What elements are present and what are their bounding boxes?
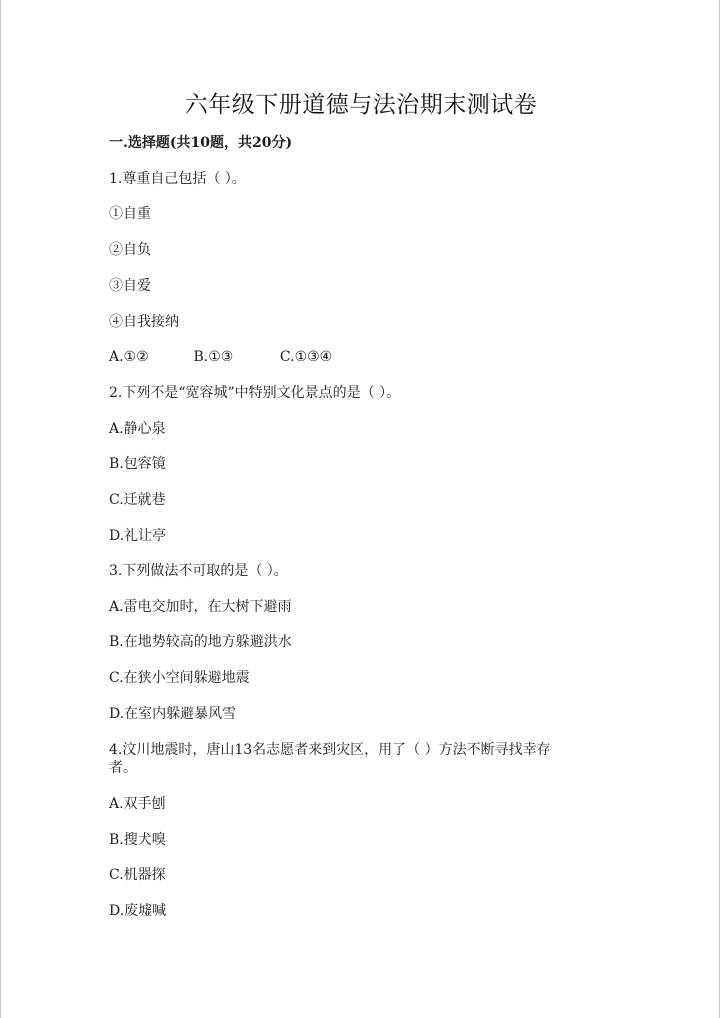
question-2-option-a: A.静心泉 bbox=[109, 421, 166, 437]
question-3-option-b: B.在地势较高的地方躲避洪水 bbox=[109, 634, 292, 650]
question-2-option-b: B.包容镜 bbox=[109, 456, 166, 472]
page-title: 六年级下册道德与法治期末测试卷 bbox=[184, 92, 538, 118]
question-4-stem-line-2: 者。 bbox=[109, 760, 137, 776]
question-4-option-d: D.废墟喊 bbox=[109, 903, 167, 919]
question-2-option-c: C.迁就巷 bbox=[109, 492, 166, 508]
question-1-stem: 1.尊重自己包括（ ）。 bbox=[109, 171, 246, 187]
section-heading: 一.选择题(共10题，共20分) bbox=[109, 135, 293, 151]
question-1-item-1: ①自重 bbox=[109, 206, 151, 222]
question-1-options bbox=[109, 348, 332, 366]
question-3-option-d: D.在室内躲避暴风雪 bbox=[109, 706, 237, 722]
question-2-option-d: D.礼让亭 bbox=[109, 528, 167, 544]
question-1-option-a: A.①② bbox=[109, 349, 149, 365]
question-1-item-4: ④自我接纳 bbox=[109, 314, 179, 330]
question-4-option-c: C.机器探 bbox=[109, 867, 166, 883]
question-4-option-b: B.搜犬嗅 bbox=[109, 832, 166, 848]
question-4-option-a: A.双手刨 bbox=[109, 796, 166, 812]
question-2-stem: 2.下列不是“宽容城”中特别文化景点的是（ ）。 bbox=[109, 385, 401, 401]
question-4-stem-line-1: 4.汶川地震时，唐山13名志愿者来到灾区，用了（ ）方法不断寻找幸存 bbox=[109, 742, 551, 758]
question-1-option-b: B.①③ bbox=[193, 349, 234, 365]
question-1-item-2: ②自负 bbox=[109, 242, 151, 258]
question-1-option-c: C.①③④ bbox=[279, 349, 333, 365]
question-3-option-a: A.雷电交加时，在大树下避雨 bbox=[109, 599, 292, 615]
question-3-stem: 3.下列做法不可取的是（ ）。 bbox=[109, 563, 288, 579]
question-3-option-c: C.在狭小空间躲避地震 bbox=[109, 670, 250, 686]
question-1-item-3: ③自爱 bbox=[109, 278, 151, 294]
